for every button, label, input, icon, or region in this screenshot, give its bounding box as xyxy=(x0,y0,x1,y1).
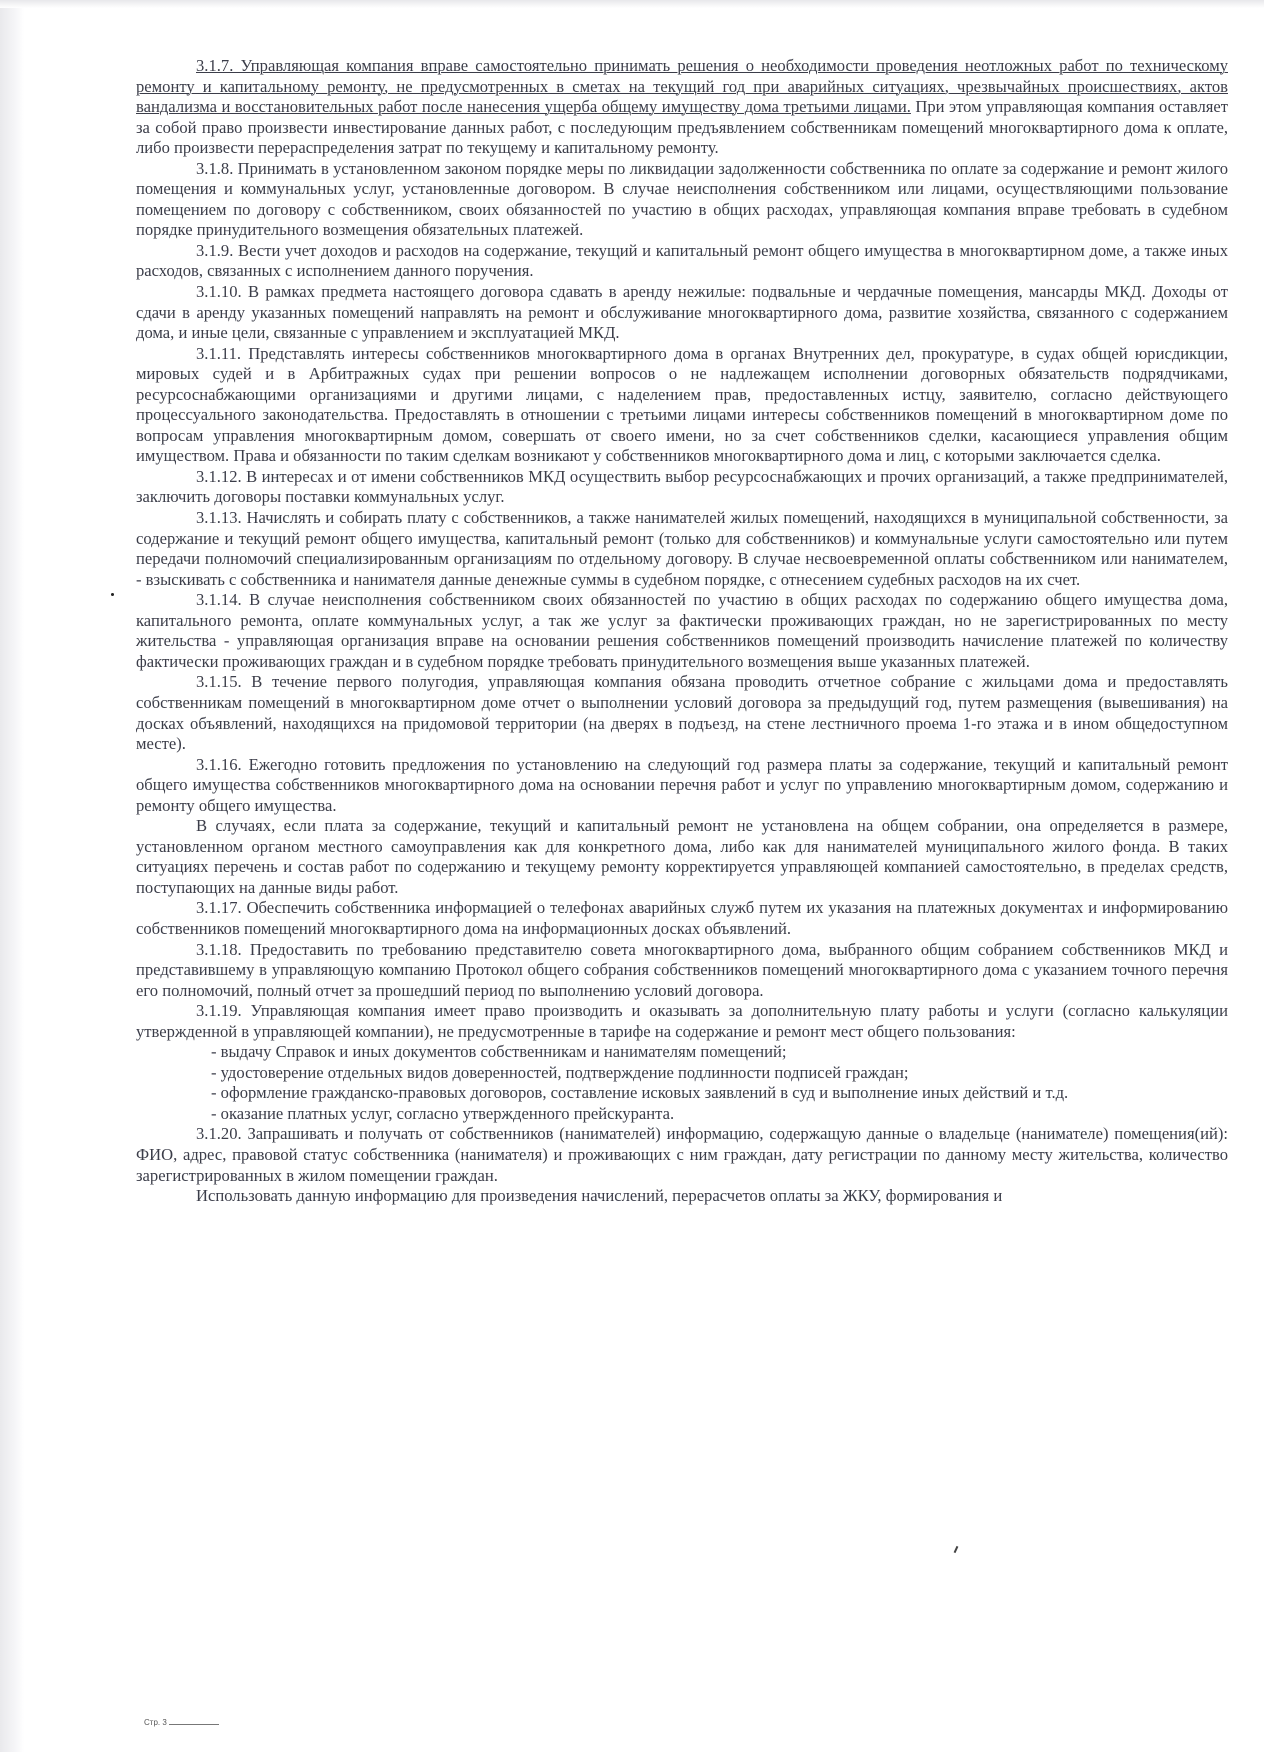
scan-left-edge xyxy=(0,0,24,1752)
paragraph-3-1-20: 3.1.20. Запрашивать и получать от собственников (нанимателей) информацию, содержащую данные о владельце (нанимателе) помещения(ий): ФИО, адрес, правовой статус собственника (нанимателя) и проживающих с ним граждан, дату регистрации по данному месту жительства, количество зарегистрированных в жилом помещении граждан. xyxy=(136,1124,1228,1185)
list-item: - оказание платных услуг, согласно утвержденного прейскуранта. xyxy=(211,1103,675,1123)
paragraph-3-1-15: 3.1.15. В течение первого полугодия, управляющая компания обязана проводить отчетное собрание с жильцами дома и предоставлять собственникам помещений в многоквартирном доме отчет о выполнении условий договора за предыдущий год, путем размещения (вывешивания) на досках объявлений, находящихся на придомовой территории (на дверях в подъезд, на стене лестничного проема 1-го этажа и в ином общедоступном месте). xyxy=(136,672,1228,754)
paragraph-3-1-18: 3.1.18. Предоставить по требованию представителю совета многоквартирного дома, выбранного общим собранием собственников МКД и представившему в управляющую компанию Протокол общего собрания собственников помещений многоквартирного дома с указанием точного перечня его полномочий, полный отчет за прошедший период по выполнению условий договора. xyxy=(136,939,1228,1000)
scan-top-edge xyxy=(0,0,1264,8)
paragraph-3-1-20-continuation: Использовать данную информацию для произведения начислений, перерасчетов оплаты за ЖКУ, формирования и xyxy=(196,1186,1003,1206)
document-body xyxy=(136,56,1228,1207)
paragraph-3-1-11: 3.1.11. Представлять интересы собственников многоквартирного дома в органах Внутренних дел, прокуратуре, в судах общей юрисдикции, мировых судей и в Арбитражных судах при решении вопросов о не надлежащем исполнении договорных обязательств подрядчиками, ресурсоснабжающими организациями и другими лицами, с наделением прав, предоставленных истцу, заявителю, согласно действующего процессуального законодательства. Предоставлять в отношении с третьими лицами интересы собственников помещений в многоквартирном доме по вопросам управления многоквартирным домом, совершать от своего имени, но за счет собственников сделки, касающиеся управления общим имуществом. Права и обязанности по таким сделкам возникают у собственников многоквартирного дома и лиц, с которыми заключается сделка. xyxy=(136,343,1228,466)
paragraph-3-1-7: 3.1.7. Управляющая компания вправе самостоятельно принимать решения о необходимости проведения неотложных работ по техническому ремонту и капитальному ремонту, не предусмотренных в сметах на текущий год при аварийных ситуациях, чрезвычайных происшествиях, актов вандализма и восстановительных работ после нанесения ущерба общему имуществу дома третьими лицами. При этом управляющая компания оставляет за собой право произвести инвестирование данных работ, с последующим предъявлением собственникам помещений многоквартирного дома к оплате, либо произвести перераспределения затрат по текущему и капитальному ремонту. xyxy=(136,56,1228,158)
page-footer xyxy=(144,1718,219,1727)
paragraph-3-1-12: 3.1.12. В интересах и от имени собственников МКД осуществить выбор ресурсоснабжающих и прочих организаций, а также предпринимателей, заключить договоры поставки коммунальных услуг. xyxy=(136,466,1228,507)
scan-speck xyxy=(111,593,114,596)
paragraph-3-1-16-continuation: В случаях, если плата за содержание, текущий и капитальный ремонт не установлена на общем собрании, она определяется в размере, установленном органом местного самоуправления как для конкретного дома, либо как для нанимателей муниципального жилого фонда. В таких ситуациях перечень и состав работ по содержанию и текущему ремонту корректируется управляющей компанией самостоятельно, в пределах средств, поступающих на данные виды работ. xyxy=(136,816,1228,897)
paragraph-3-1-8: 3.1.8. Принимать в установленном законом порядке меры по ликвидации задолженности собственника по оплате за содержание и ремонт жилого помещения и коммунальных услуг, установленные договором. В случае неисполнения собственником или лицами, осуществляющими пользование помещением по договору с собственником, своих обязанностей по участию в общих расходах, управляющая компания вправе требовать в судебном порядке принудительного возмещения обязательных платежей. xyxy=(136,158,1228,240)
scan-mark xyxy=(954,1546,959,1553)
list-item: - оформление гражданско-правовых договоров, составление исковых заявлений в суд и выполнение иных действий и т.д. xyxy=(211,1083,1069,1103)
page-number-underline xyxy=(169,1724,219,1725)
paragraph-3-1-9: 3.1.9. Вести учет доходов и расходов на содержание, текущий и капитальный ремонт общего имущества в многоквартирном доме, а также иных расходов, связанных с исполнением данного поручения. xyxy=(136,240,1228,281)
paragraph-3-1-13: 3.1.13. Начислять и собирать плату с собственников, а также нанимателей жилых помещений, находящихся в муниципальной собственности, за содержание и текущий ремонт общего имущества, капитальный ремонт (только для собственников) и коммунальные услуги самостоятельно или путем передачи полномочий специализированным организациям по отдельному договору. В случае несвоевременной оплаты собственником или нанимателем, - взыскивать с собственника и нанимателя данные денежные суммы в судебном порядке, с отнесением судебных расходов на их счет. xyxy=(136,508,1228,589)
paragraph-3-1-10: 3.1.10. В рамках предмета настоящего договора сдавать в аренду нежилые: подвальные и чердачные помещения, мансарды МКД. Доходы от сдачи в аренду указанных помещений направлять на ремонт и обслуживание многоквартирного дома, развитие хозяйства, связанного с содержанием дома, и иные цели, связанные с управлением и эксплуатацией МКД. xyxy=(136,282,1228,343)
paragraph-3-1-19: 3.1.19. Управляющая компания имеет право производить и оказывать за дополнительную плату работы и услуги (согласно калькуляции утвержденной в управляющей компании), не предусмотренные в тарифе на содержание и ремонт мест общего пользования: xyxy=(136,1001,1228,1041)
underlined-text: 3.1.7. Управляющая компания вправе самостоятельно принимать решения о необходимости проведения неотложных работ по техническому ремонту и капитальному ремонту, не предусмотренных в сметах на текущий год при аварийных ситуациях, чрезвычайных происшествиях, актов вандализма и восстановительных работ после нанесения ущерба общему имуществу дома третьими лицами. xyxy=(136,56,1228,117)
list-item: - удостоверение отдельных видов доверенностей, подтверждение подлинности подписей граждан; xyxy=(211,1062,909,1082)
list-item: - выдачу Справок и иных документов собственникам и нанимателям помещений; xyxy=(211,1042,787,1062)
paragraph-3-1-16: 3.1.16. Ежегодно готовить предложения по установлению на следующий год размера платы за содержание, текущий и капитальный ремонт общего имущества собственников многоквартирного дома на основании перечня работ и услуг по управлению многоквартирным домом, содержанию и ремонту общего имущества. xyxy=(136,754,1228,815)
page-number: Стр. 3 xyxy=(144,1718,167,1727)
paragraph-3-1-17: 3.1.17. Обеспечить собственника информацией о телефонах аварийных служб путем их указания на платежных документах и информированию собственников помещений многоквартирного дома на информационных досках объявлений. xyxy=(136,898,1228,938)
paragraph-3-1-14: 3.1.14. В случае неисполнения собственником своих обязанностей по участию в общих расходах по содержанию общего имущества дома, капитального ремонта, оплате коммунальных услуг, а так же услуг за фактически проживающих граждан, но не зарегистрированных по месту жительства - управляющая организация вправе на основании решения собственников помещений производить начисление платежей по количеству фактически проживающих граждан и в судебном порядке требовать принудительного возмещения выше указанных платежей. xyxy=(136,590,1228,671)
